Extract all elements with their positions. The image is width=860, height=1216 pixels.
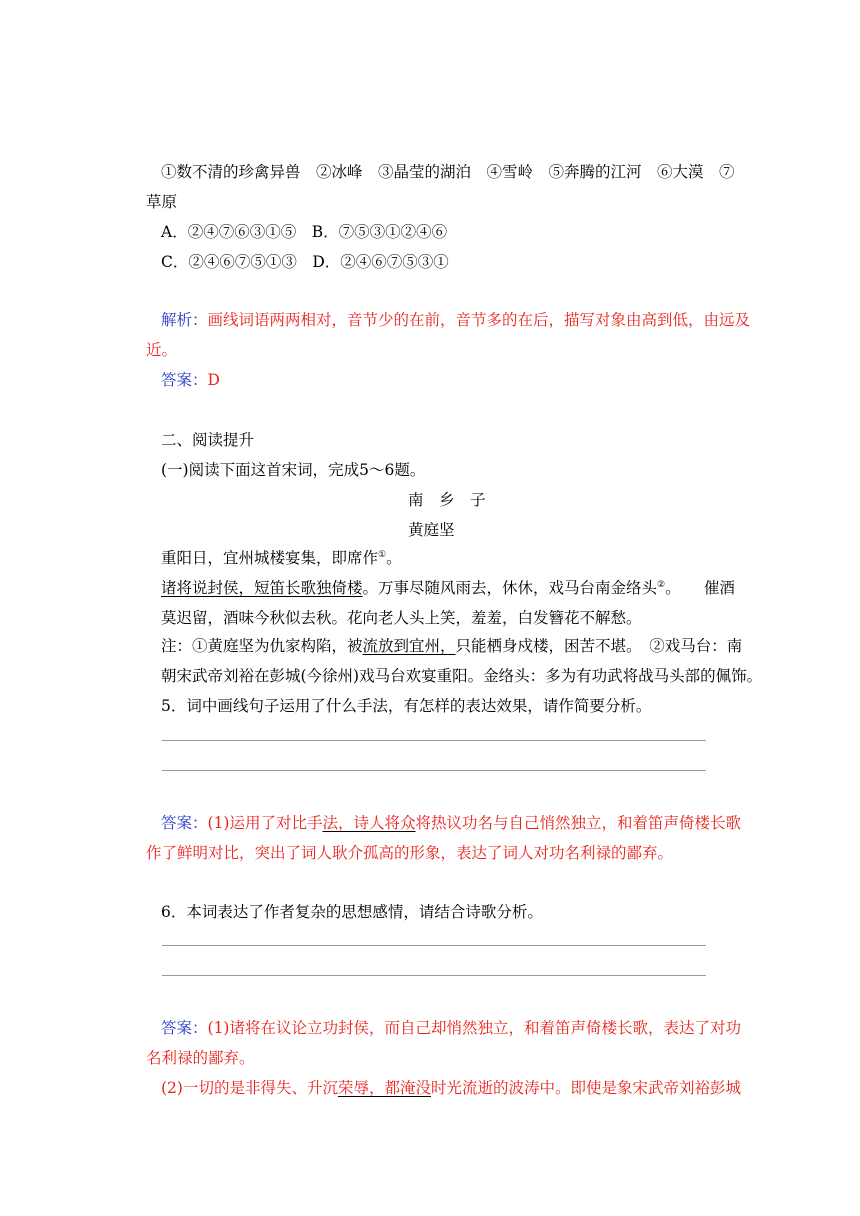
poem-line-3: 莫迟留，酒味今秋似去秋。花向老人头上笑，羞羞，白发簪花不解愁。 xyxy=(161,609,642,627)
q6-answer-2-b: 时光流逝的波涛中。即使是象宋武帝刘裕彭城 xyxy=(430,1079,741,1097)
q5-answer-b: 将热议功名与自己悄然独立，和着笛声倚楼长歌 xyxy=(415,814,742,832)
analysis-text: 画线词语两两相对，音节少的在前，音节多的在后，描写对象由高到低，由远及 xyxy=(207,311,751,329)
poem-line-2-end: 。 催酒 xyxy=(665,579,735,597)
q4-options-cd: C．②④⑥⑦⑤①③ D．②④⑥⑦⑤③① xyxy=(161,253,449,271)
answer-label: 答案： xyxy=(161,1019,208,1037)
q4-items-line xyxy=(161,162,735,182)
footnote-mark-1: ① xyxy=(378,549,387,560)
answer-label: 答案： xyxy=(161,814,208,832)
analysis-label: 解析： xyxy=(161,311,208,329)
answer-blank-line xyxy=(162,740,706,741)
poem-line-2 xyxy=(161,578,735,598)
poem-line-2-rest: 。万事尽随风雨去，休休，戏马台南金络头 xyxy=(362,579,658,597)
notes-line-2: 朝宋武帝刘裕在彭城(今徐州)戏马台欢宴重阳。金络头：多为有功武将战马头部的佩饰。 xyxy=(161,667,763,685)
answer-label: 答案： xyxy=(161,371,208,389)
q4-answer xyxy=(161,370,220,390)
notes-line-1-b: 只能栖身戍楼，困苦不堪。 ②戏马台：南 xyxy=(455,637,743,655)
q6-question: 6．本词表达了作者复杂的思想感情，请结合诗歌分析。 xyxy=(161,903,543,921)
q4-items: ①数不清的珍禽异兽 ②冰峰 ③晶莹的湖泊 ④雪岭 ⑤奔腾的江河 ⑥大漠 ⑦ xyxy=(161,163,735,181)
q6-answer-2-a: (2)一切的是非得失、升沉 xyxy=(161,1079,338,1097)
poem-line-1 xyxy=(161,548,402,568)
q4-options-ab: A．②④⑦⑥③①⑤ B．⑦⑤③①②④⑥ xyxy=(161,223,448,241)
q6-answer-1 xyxy=(161,1018,741,1038)
footnote-mark-2: ② xyxy=(657,579,666,590)
q5-answer xyxy=(161,813,741,833)
poem-line-1-text: 重阳日，宜州城楼宴集，即席作 xyxy=(161,549,379,567)
q5-answer-underlined: 法，诗人将众 xyxy=(322,814,416,832)
answer-blank-line xyxy=(162,975,706,976)
poem-line-1-end: 。 xyxy=(386,549,402,567)
notes-line-1-a: 注：①黄庭坚为仇家构陷，被 xyxy=(161,637,363,655)
q6-answer-2 xyxy=(161,1078,741,1098)
q6-answer-1-text: (1)诸将在议论立功封侯，而自己却悄然独立，和着笛声倚楼长歌，表达了对功 xyxy=(207,1019,741,1037)
section-intro: (一)阅读下面这首宋词，完成5～6题。 xyxy=(161,461,426,479)
notes-underlined: 流放到宜州， xyxy=(362,637,456,655)
poem-title: 南 乡 子 xyxy=(408,491,486,509)
q5-answer-continued: 作了鲜明对比，突出了词人耿介孤高的形象，表达了词人对功名利禄的鄙弃。 xyxy=(146,844,674,862)
answer-value: D xyxy=(207,371,220,389)
q4-analysis xyxy=(161,310,750,330)
analysis-continued: 近。 xyxy=(146,341,178,359)
poem-underlined-sentence: 诸将说封侯，短笛长歌独倚楼 xyxy=(161,579,363,597)
answer-blank-line xyxy=(162,945,706,946)
notes-line-1 xyxy=(161,636,742,656)
q4-items-continued: 草原 xyxy=(146,193,178,211)
q6-answer-1-continued: 名利禄的鄙弃。 xyxy=(146,1049,255,1067)
answer-blank-line xyxy=(162,770,706,771)
q6-answer-2-underlined: 荣辱，都淹没 xyxy=(337,1079,431,1097)
poem-author: 黄庭坚 xyxy=(408,521,455,539)
q5-question: 5．词中画线句子运用了什么手法，有怎样的表达效果，请作简要分析。 xyxy=(161,697,652,715)
section-heading: 二、阅读提升 xyxy=(161,431,255,449)
q5-answer-a: (1)运用了对比手 xyxy=(207,814,323,832)
